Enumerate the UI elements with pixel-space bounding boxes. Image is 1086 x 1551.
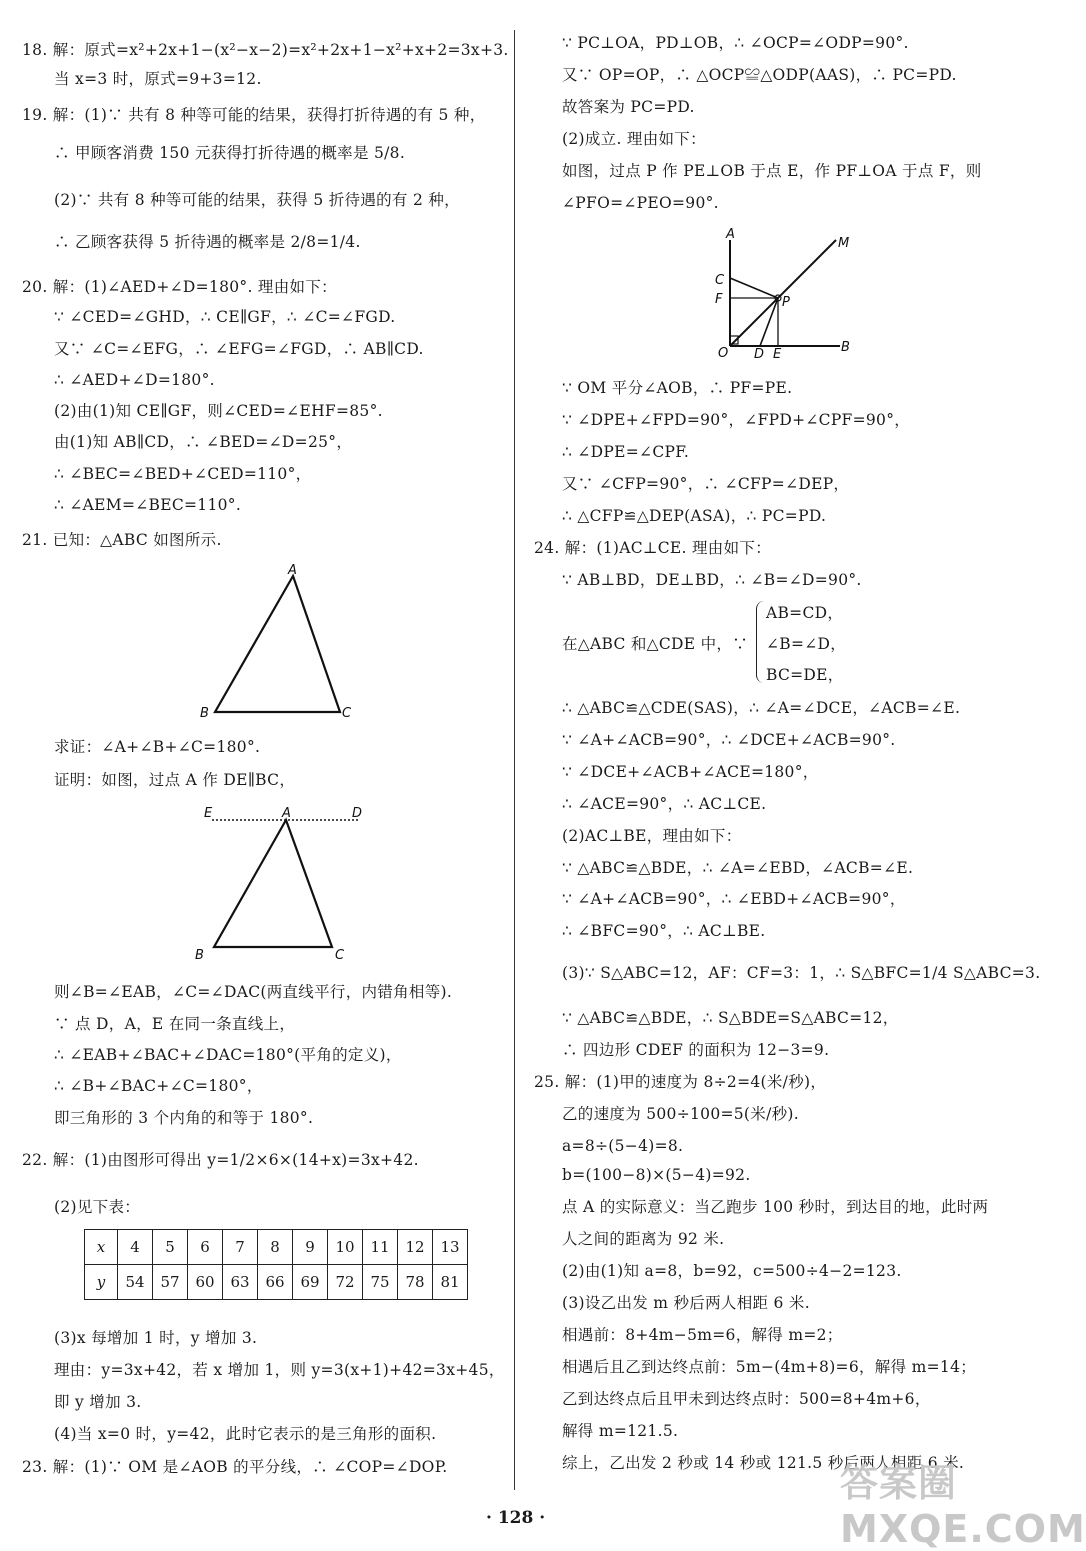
q23-line-8: ∵ OM 平分∠AOB，∴ PF=PE. — [562, 379, 793, 397]
q19-line-1: 19. 解：(1)∵ 共有 8 种等可能的结果，获得打折待遇的有 5 种， — [22, 106, 486, 124]
table-header-x: x — [85, 1230, 118, 1265]
q25-line-1: 25. 解：(1)甲的速度为 8÷2=4(米/秒)， — [534, 1073, 827, 1091]
label-a: A — [726, 227, 735, 242]
label-b: B — [195, 948, 204, 963]
q23-line-2: ∵ PC⊥OA，PD⊥OB，∴ ∠OCP=∠ODP=90°. — [562, 34, 909, 52]
label-m: M — [838, 236, 850, 251]
q25-line-5: 点 A 的实际意义：当乙跑步 100 秒时，到达目的地，此时两 — [562, 1198, 989, 1216]
table-cell: 63 — [223, 1265, 258, 1300]
q25-line-7: (2)由(1)知 a=8，b=92，c=500÷4−2=123. — [562, 1262, 902, 1280]
q23-line-9: ∵ ∠DPE+∠FPD=90°，∠FPD+∠CPF=90°， — [562, 411, 911, 429]
triangle-shape — [215, 576, 340, 712]
q21-line-4: 则∠B=∠EAB，∠C=∠DAC(两直线平行，内错角相等). — [54, 983, 453, 1001]
ray-om — [730, 240, 836, 346]
table-cell: 5 — [153, 1230, 188, 1265]
label-a: A — [282, 806, 291, 821]
page-number: · 128 · — [486, 1508, 546, 1528]
table-cell: 57 — [153, 1265, 188, 1300]
q20-line-2: ∵ ∠CED=∠GHD，∴ CE∥GF，∴ ∠C=∠FGD. — [54, 308, 396, 326]
q24-line-1: 24. 解：(1)AC⊥CE. 理由如下： — [534, 539, 771, 557]
table-cell: 12 — [398, 1230, 433, 1265]
label-b: B — [200, 706, 209, 721]
q20-line-1: 20. 解：(1)∠AED+∠D=180°. 理由如下： — [22, 278, 337, 296]
q21-line-7: ∴ ∠B+∠BAC+∠C=180°， — [54, 1077, 263, 1095]
q25-line-13: 综上，乙出发 2 秒或 14 秒或 121.5 秒后两人相距 6 米. — [562, 1454, 965, 1472]
q24-line-11: ∴ ∠BFC=90°，∴ AC⊥BE. — [562, 922, 766, 940]
q24-line-4: ∴ △ABC≌△CDE(SAS)，∴ ∠A=∠DCE，∠ACB=∠E. — [562, 699, 961, 717]
q19-line-2: ∴ 甲顾客消费 150 元获得打折待遇的概率是 5/8. — [54, 144, 406, 162]
q22-line-3: (3)x 每增加 1 时，y 增加 3. — [54, 1329, 258, 1347]
q25-line-12: 解得 m=121.5. — [562, 1422, 679, 1440]
label-c: C — [342, 706, 352, 721]
q23-line-10: ∴ ∠DPE=∠CPF. — [562, 443, 690, 461]
q20-line-8: ∴ ∠AEM=∠BEC=110°. — [54, 496, 242, 514]
q24-line-12: (3)∵ S△ABC=12，AF：CF=3：1，∴ S△BFC=1/4 S△ABC=3. — [562, 964, 1041, 982]
q24-line-7: ∴ ∠ACE=90°，∴ AC⊥CE. — [562, 795, 767, 813]
q20-line-7: ∴ ∠BEC=∠BED+∠CED=110°， — [54, 465, 312, 483]
q24-line-5: ∵ ∠A+∠ACB=90°，∴ ∠DCE+∠ACB=90°. — [562, 731, 896, 749]
column-divider — [514, 30, 515, 1490]
q21-line-8: 即三角形的 3 个内角的和等于 180°. — [54, 1109, 314, 1127]
watermark-logo: 答案圈 MXQE.COM — [840, 1461, 1086, 1551]
table-cell: 11 — [363, 1230, 398, 1265]
q24-line-2: ∵ AB⊥BD，DE⊥BD，∴ ∠B=∠D=90°. — [562, 571, 862, 589]
q22-line-2: (2)见下表： — [54, 1198, 141, 1216]
table-cell: 60 — [188, 1265, 223, 1300]
table-cell: 75 — [363, 1265, 398, 1300]
q23-line-12: ∴ △CFP≌△DEP(ASA)，∴ PC=PD. — [562, 507, 827, 525]
table-cell: 10 — [328, 1230, 363, 1265]
q25-line-3: a=8÷(5−4)=8. — [562, 1137, 684, 1155]
q24-line-13: ∵ △ABC≌△BDE，∴ S△BDE=S△ABC=12， — [562, 1009, 899, 1027]
q25-line-8: (3)设乙出发 m 秒后两人相距 6 米. — [562, 1294, 810, 1312]
angle-bisector-figure — [712, 222, 862, 366]
table-cell: 4 — [118, 1230, 153, 1265]
q23-line-3: 又∵ OP=OP，∴ △OCP≌△ODP(AAS)，∴ PC=PD. — [562, 66, 957, 84]
label-c: C — [335, 948, 345, 963]
q24-line-10: ∵ ∠A+∠ACB=90°，∴ ∠EBD+∠ACB=90°， — [562, 890, 906, 908]
q20-line-6: 由(1)知 AB∥CD，∴ ∠BED=∠D=25°， — [54, 433, 353, 451]
label-f: F — [715, 292, 723, 307]
q20-line-5: (2)由(1)知 CE∥GF，则∠CED=∠EHF=85°. — [54, 402, 383, 420]
q22-line-6: (4)当 x=0 时，y=42，此时它表示的是三角形的面积. — [54, 1425, 437, 1443]
table-cell: 6 — [188, 1230, 223, 1265]
q24-line-6: ∵ ∠DCE+∠ACB+∠ACE=180°， — [562, 763, 819, 781]
label-d: D — [754, 347, 765, 362]
q22-line-4: 理由：y=3x+42，若 x 增加 1，则 y=3(x+1)+42=3x+45， — [54, 1361, 505, 1379]
table-cell: 13 — [433, 1230, 468, 1265]
q25-line-4: b=(100−8)×(5−4)=92. — [562, 1166, 751, 1184]
q21-line-1: 21. 已知：△ABC 如图所示. — [22, 531, 222, 549]
q22-line-1: 22. 解：(1)由图形可得出 y=1/2×6×(14+x)=3x+42. — [22, 1151, 419, 1169]
q23-line-6: 如图，过点 P 作 PE⊥OB 于点 E，作 PF⊥OA 于点 F，则 — [562, 162, 982, 180]
table-cell: 7 — [223, 1230, 258, 1265]
triangle-abc-figure — [190, 560, 360, 729]
table-cell: 8 — [258, 1230, 293, 1265]
label-o: O — [718, 346, 729, 361]
q23-line-1: 23. 解：(1)∵ OM 是∠AOB 的平分线，∴ ∠COP=∠DOP. — [22, 1458, 448, 1476]
table-cell: 69 — [293, 1265, 328, 1300]
q25-line-10: 相遇后且乙到达终点前：5m−(4m+8)=6，解得 m=14； — [562, 1358, 977, 1376]
label-b: B — [841, 340, 850, 355]
q22-line-5: 即 y 增加 3. — [54, 1393, 142, 1411]
table-cell: 9 — [293, 1230, 328, 1265]
q25-line-2: 乙的速度为 500÷100=5(米/秒). — [562, 1105, 799, 1123]
q24-system-line-2: ∠B=∠D， — [766, 635, 847, 653]
label-d: D — [352, 806, 363, 821]
xy-value-table — [84, 1229, 468, 1300]
label-c: C — [715, 273, 725, 288]
q19-line-3: (2)∵ 共有 8 种等可能的结果，获得 5 折待遇的有 2 种， — [54, 191, 460, 209]
segment-pc — [730, 278, 778, 298]
q23-line-7: ∠PFO=∠PEO=90°. — [562, 194, 719, 212]
q25-line-11: 乙到达终点后且甲未到达终点时：500=8+4m+6， — [562, 1390, 931, 1408]
table-cell: 66 — [258, 1265, 293, 1300]
label-e: E — [204, 806, 213, 821]
table-cell: 72 — [328, 1265, 363, 1300]
table-row-y — [85, 1265, 468, 1300]
q19-line-4: ∴ 乙顾客获得 5 折待遇的概率是 2/8=1/4. — [54, 233, 361, 251]
label-e: E — [773, 347, 782, 362]
q21-line-3: 证明：如图，过点 A 作 DE∥BC， — [54, 771, 296, 789]
label-a: A — [288, 563, 297, 578]
system-brace — [756, 601, 767, 683]
q25-line-9: 相遇前：8+4m−5m=6，解得 m=2； — [562, 1326, 843, 1344]
label-p: P — [782, 295, 790, 310]
segment-pd — [760, 298, 778, 346]
table-cell: 54 — [118, 1265, 153, 1300]
table-row-x — [85, 1230, 468, 1265]
q18-line-2: 当 x=3 时，原式=9+3=12. — [54, 70, 262, 88]
q18-line-1: 18. 解：原式=x²+2x+1−(x²−x−2)=x²+2x+1−x²+x+2=3x+3. — [22, 41, 509, 59]
q25-line-6: 人之间的距离为 92 米. — [562, 1230, 725, 1248]
q24-line-8: (2)AC⊥BE，理由如下： — [562, 827, 742, 845]
q21-line-6: ∴ ∠EAB+∠BAC+∠DAC=180°(平角的定义)， — [54, 1046, 402, 1064]
q21-line-2: 求证：∠A+∠B+∠C=180°. — [54, 738, 261, 756]
table-cell: 78 — [398, 1265, 433, 1300]
table-cell: 81 — [433, 1265, 468, 1300]
q24-line-14: ∴ 四边形 CDEF 的面积为 12−3=9. — [562, 1041, 830, 1059]
q24-system-line-3: BC=DE， — [766, 666, 844, 684]
q24-line-3: 在△ABC 和△CDE 中，∵ — [562, 635, 749, 653]
q20-line-4: ∴ ∠AED+∠D=180°. — [54, 371, 215, 389]
triangle-shape — [214, 820, 332, 947]
q24-system-line-1: AB=CD， — [766, 604, 844, 622]
q23-line-5: (2)成立. 理由如下： — [562, 130, 706, 148]
table-header-y: y — [85, 1265, 118, 1300]
q23-line-11: 又∵ ∠CFP=90°，∴ ∠CFP=∠DEP， — [562, 475, 850, 493]
q23-line-4: 故答案为 PC=PD. — [562, 98, 695, 116]
triangle-parallel-figure — [196, 800, 371, 969]
q20-line-3: 又∵ ∠C=∠EFG，∴ ∠EFG=∠FGD，∴ AB∥CD. — [54, 340, 424, 358]
q24-line-9: ∵ △ABC≌△BDE，∴ ∠A=∠EBD，∠ACB=∠E. — [562, 859, 914, 877]
q21-line-5: ∵ 点 D，A，E 在同一条直线上， — [54, 1015, 296, 1033]
